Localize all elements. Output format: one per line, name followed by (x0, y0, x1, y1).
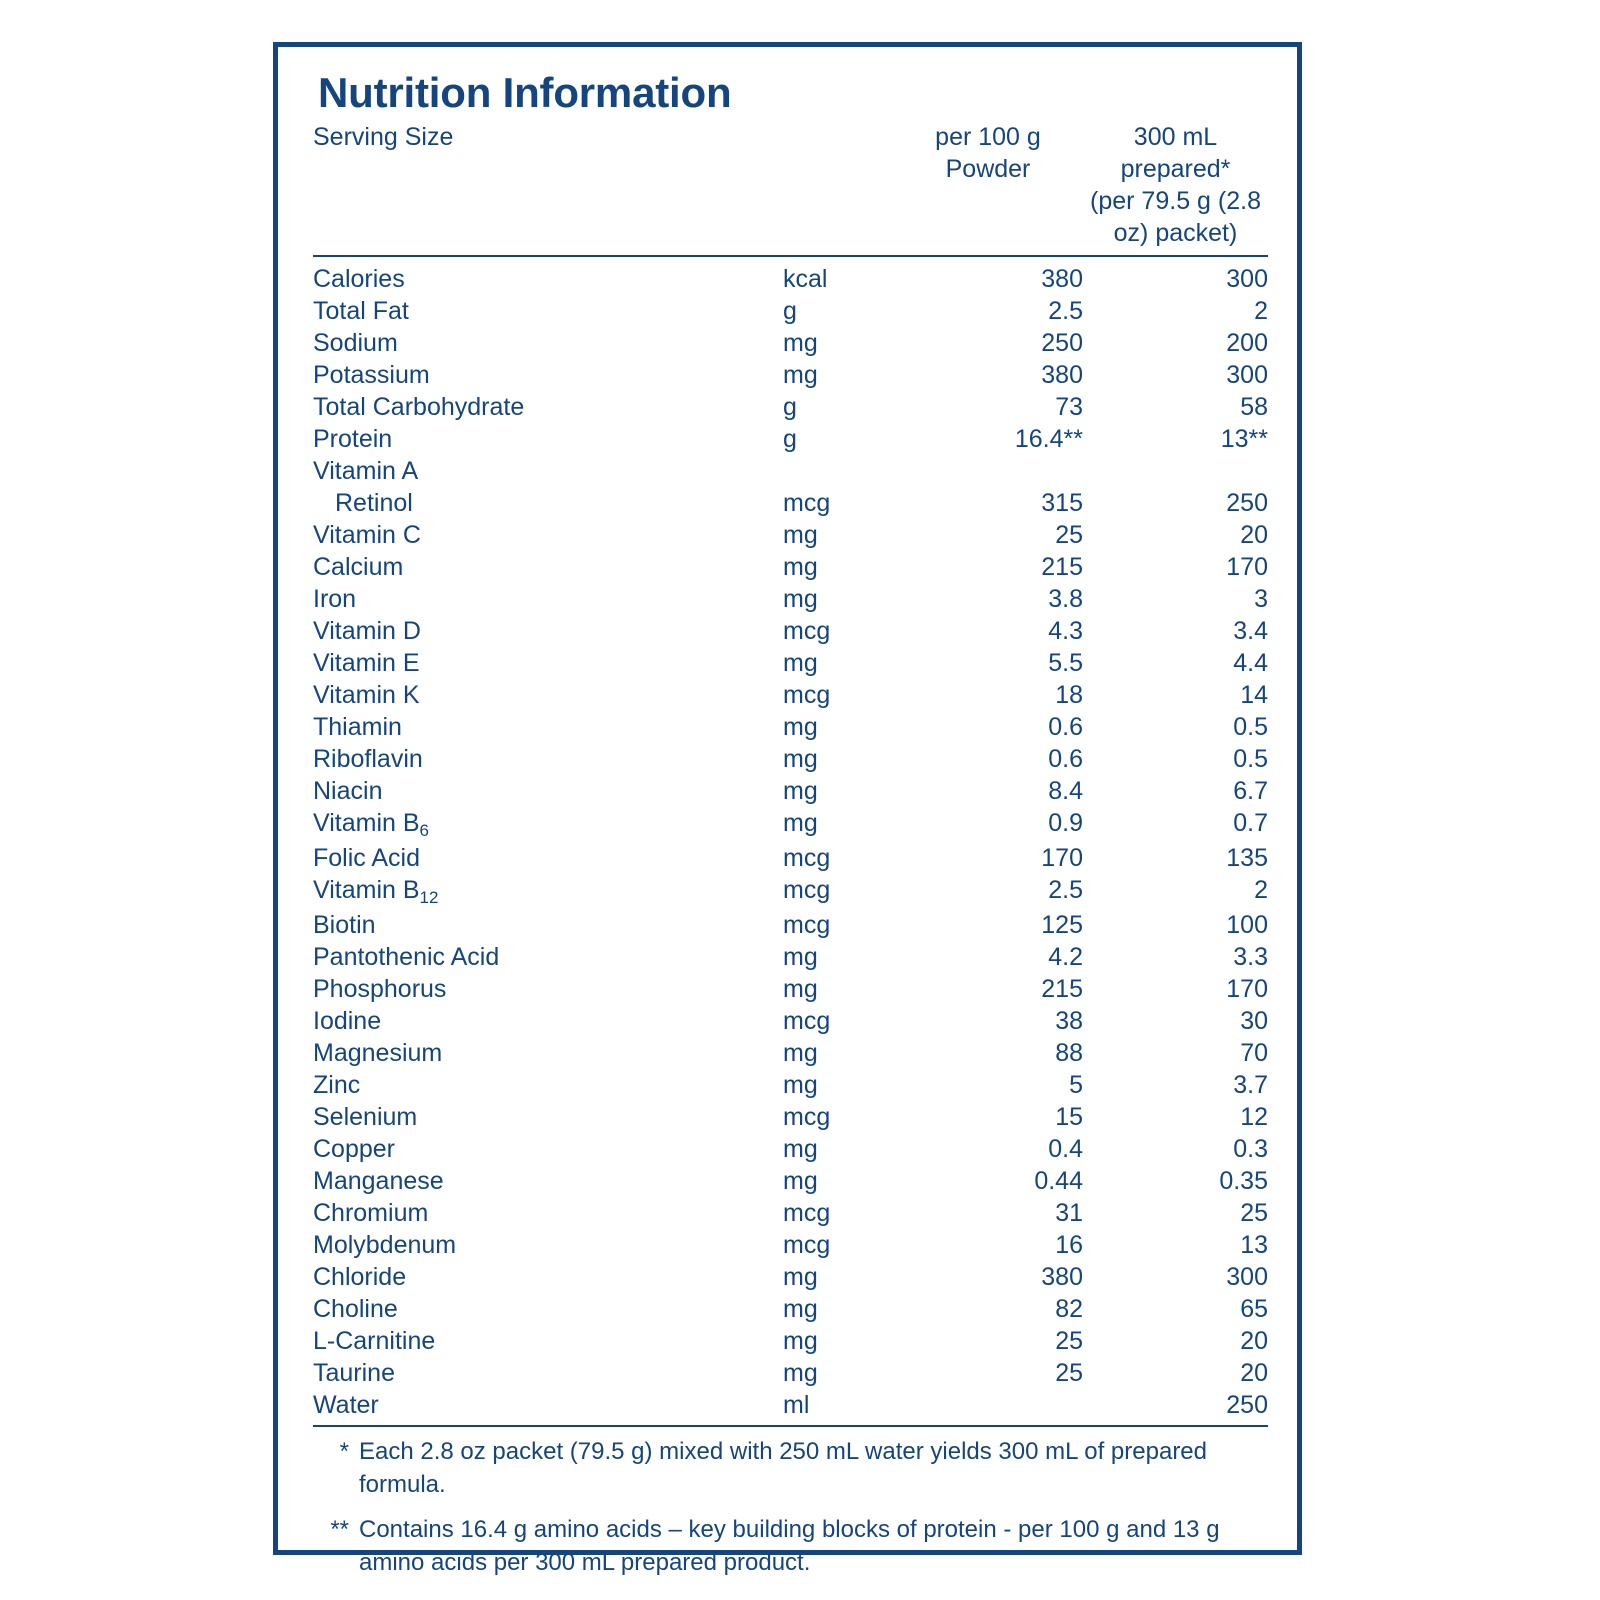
footnotes (313, 1435, 1268, 1579)
table-row (313, 1293, 1268, 1325)
nutrient-unit: mg (783, 809, 818, 838)
nutrient-unit: ml (783, 1391, 810, 1420)
table-row (313, 1197, 1268, 1229)
table-row (313, 423, 1268, 455)
table-row (313, 743, 1268, 775)
value-per-100g: 25 (1055, 1359, 1083, 1388)
nutrient-name: Total Carbohydrate (313, 393, 525, 422)
value-per-100g: 31 (1055, 1199, 1083, 1228)
footnote (313, 1513, 1268, 1579)
footnote-text: Contains 16.4 g amino acids – key building blocks of protein - per 100 g and 13 g amino acids per 300 mL prepared product. (359, 1516, 1220, 1577)
value-per-100g: 16 (1055, 1231, 1083, 1260)
value-per-100g: 38 (1055, 1007, 1083, 1036)
value-per-100g: 125 (1041, 911, 1083, 940)
nutrient-unit: mg (783, 361, 818, 390)
table-row (313, 551, 1268, 583)
nutrient-name: Selenium (313, 1103, 418, 1132)
value-prepared: 300 (1226, 361, 1268, 390)
table-row (313, 1005, 1268, 1037)
value-prepared: 70 (1240, 1039, 1268, 1068)
value-per-100g: 0.44 (1034, 1167, 1083, 1196)
value-per-100g: 8.4 (1048, 777, 1083, 806)
nutrient-unit: mcg (783, 1231, 831, 1260)
nutrient-unit (783, 455, 893, 487)
nutrient-name: Choline (313, 1295, 398, 1324)
value-per-100g: 315 (1041, 489, 1083, 518)
nutrient-unit: g (783, 297, 797, 326)
table-row (313, 1229, 1268, 1261)
value-per-100g: 0.6 (1048, 713, 1083, 742)
nutrient-name: Copper (313, 1135, 395, 1164)
nutrient-name: Chloride (313, 1263, 407, 1292)
nutrient-name: Calcium (313, 553, 404, 582)
table-row (313, 711, 1268, 743)
nutrient-name: Potassium (313, 361, 430, 390)
value-per-100g: 215 (1041, 553, 1083, 582)
table-row (313, 909, 1268, 941)
nutrient-name: Molybdenum (313, 1231, 457, 1260)
table-row (313, 874, 1268, 909)
nutrient-unit: mg (783, 329, 818, 358)
value-prepared: 0.5 (1233, 745, 1268, 774)
value-per-100g: 18 (1055, 681, 1083, 710)
column-header-prepared: 300 mL prepared* (1120, 123, 1231, 184)
nutrient-name: Manganese (313, 1167, 444, 1196)
table-row (313, 1101, 1268, 1133)
value-prepared: 100 (1226, 911, 1268, 940)
nutrient-name: Vitamin E (313, 649, 420, 678)
value-prepared: 13 (1240, 1231, 1268, 1260)
nutrient-unit: mg (783, 1071, 818, 1100)
value-per-100g: 2.5 (1048, 876, 1083, 905)
value-per-100g: 5.5 (1048, 649, 1083, 678)
table-row (313, 359, 1268, 391)
table-row (313, 1389, 1268, 1421)
value-prepared: 170 (1226, 553, 1268, 582)
nutrient-unit: mcg (783, 911, 831, 940)
value-prepared: 3.4 (1233, 617, 1268, 646)
value-prepared: 2 (1254, 876, 1268, 905)
nutrient-name: Vitamin K (313, 681, 420, 710)
value-prepared: 30 (1240, 1007, 1268, 1036)
value-prepared: 2 (1254, 297, 1268, 326)
nutrient-name: Zinc (313, 1071, 361, 1100)
nutrient-unit: mcg (783, 1103, 831, 1132)
footnote-marker: ** (330, 1516, 349, 1544)
nutrient-name: Water (313, 1391, 379, 1420)
nutrient-unit: mg (783, 1135, 818, 1164)
value-prepared: 3 (1254, 585, 1268, 614)
value-per-100g: 2.5 (1048, 297, 1083, 326)
nutrient-name: Iodine (313, 1007, 382, 1036)
nutrient-name: Folic Acid (313, 844, 420, 873)
nutrient-name: Chromium (313, 1199, 429, 1228)
value-per-100g: 3.8 (1048, 585, 1083, 614)
table-row (313, 487, 1268, 519)
value-per-100g: 380 (1041, 1263, 1083, 1292)
nutrient-name: Biotin (313, 911, 376, 940)
value-prepared: 58 (1240, 393, 1268, 422)
nutrition-information-panel (273, 42, 1302, 1577)
value-per-100g: 215 (1041, 975, 1083, 1004)
nutrient-name: Calories (313, 265, 405, 294)
value-per-100g: 16.4** (1014, 425, 1083, 454)
nutrient-unit: g (783, 393, 797, 422)
table-row (313, 1261, 1268, 1293)
footnote (313, 1435, 1268, 1501)
value-prepared: 0.35 (1219, 1167, 1268, 1196)
nutrient-unit: mcg (783, 1199, 831, 1228)
page-title: Nutrition Information (318, 69, 732, 116)
nutrition-rows-body (313, 263, 1268, 1421)
value-prepared: 20 (1240, 521, 1268, 550)
nutrient-unit: mg (783, 1327, 818, 1356)
value-prepared: 300 (1226, 1263, 1268, 1292)
value-prepared: 4.4 (1233, 649, 1268, 678)
table-subheader-row (313, 185, 1268, 249)
table-row (313, 391, 1268, 423)
nutrition-table-header-group (313, 121, 1268, 249)
nutrient-unit: mcg (783, 1007, 831, 1036)
value-per-100g: 25 (1055, 521, 1083, 550)
nutrient-unit: mg (783, 1263, 818, 1292)
nutrient-name: Phosphorus (313, 975, 447, 1004)
table-row (313, 1037, 1268, 1069)
value-per-100g: 170 (1041, 844, 1083, 873)
table-row (313, 973, 1268, 1005)
value-prepared: 200 (1226, 329, 1268, 358)
table-row (313, 583, 1268, 615)
nutrient-name: Sodium (313, 329, 398, 358)
table-header-row (313, 121, 1268, 185)
header-divider (313, 255, 1268, 257)
value-per-100g: 0.4 (1048, 1135, 1083, 1164)
value-prepared: 12 (1240, 1103, 1268, 1132)
footnote-text: Each 2.8 oz packet (79.5 g) mixed with 250 mL water yields 300 mL of prepared formula. (359, 1438, 1208, 1499)
table-row (313, 775, 1268, 807)
value-prepared: 6.7 (1233, 777, 1268, 806)
value-per-100g: 4.2 (1048, 943, 1083, 972)
nutrient-unit: mg (783, 975, 818, 1004)
nutrient-name: Magnesium (313, 1039, 443, 1068)
value-prepared: 170 (1226, 975, 1268, 1004)
nutrient-unit: mg (783, 521, 818, 550)
nutrient-unit: mcg (783, 876, 831, 905)
nutrient-name: Vitamin $B_{12}$ (313, 876, 439, 908)
value-per-100g: 73 (1055, 393, 1083, 422)
value-prepared: 20 (1240, 1359, 1268, 1388)
nutrient-name: L-Carnitine (313, 1327, 436, 1356)
value-prepared: 300 (1226, 265, 1268, 294)
nutrient-unit: mg (783, 713, 818, 742)
table-row (313, 842, 1268, 874)
value-prepared: 3.3 (1233, 943, 1268, 972)
nutrient-unit: mg (783, 553, 818, 582)
nutrition-rows-table (313, 263, 1268, 1421)
value-prepared (1083, 455, 1268, 487)
value-prepared: 20 (1240, 1327, 1268, 1356)
nutrient-name: Niacin (313, 777, 383, 806)
table-row (313, 1069, 1268, 1101)
table-row (313, 519, 1268, 551)
nutrient-name: Iron (313, 585, 357, 614)
nutrient-unit: mg (783, 585, 818, 614)
table-row (313, 615, 1268, 647)
nutrient-unit: mg (783, 777, 818, 806)
serving-size-label: Serving Size (313, 123, 454, 152)
table-row (313, 455, 1268, 487)
value-per-100g: 380 (1041, 265, 1083, 294)
table-row (313, 941, 1268, 973)
nutrition-table (313, 121, 1268, 249)
nutrient-unit: mcg (783, 489, 831, 518)
footnote-marker: * (339, 1438, 349, 1466)
nutrient-unit: mg (783, 649, 818, 678)
value-prepared: 25 (1240, 1199, 1268, 1228)
table-row (313, 1133, 1268, 1165)
nutrient-unit: mg (783, 745, 818, 774)
nutrient-name: Vitamin C (313, 521, 421, 550)
value-prepared: 13** (1220, 425, 1268, 454)
value-per-100g: 15 (1055, 1103, 1083, 1132)
value-prepared: 250 (1226, 489, 1268, 518)
value-per-100g: 380 (1041, 361, 1083, 390)
value-per-100g (893, 455, 1083, 487)
nutrient-name: Total Fat (313, 297, 409, 326)
nutrient-name: Riboflavin (313, 745, 423, 774)
nutrient-unit: mg (783, 1295, 818, 1324)
value-prepared: 250 (1226, 1391, 1268, 1420)
nutrient-unit: mcg (783, 681, 831, 710)
nutrient-name: Vitamin A (313, 457, 419, 486)
nutrient-unit: mg (783, 1039, 818, 1068)
table-row (313, 647, 1268, 679)
nutrient-name: Taurine (313, 1359, 395, 1388)
value-per-100g: 4.3 (1048, 617, 1083, 646)
nutrient-unit: g (783, 425, 797, 454)
value-prepared: 65 (1240, 1295, 1268, 1324)
nutrient-name: Retinol (335, 489, 413, 518)
value-prepared: 0.5 (1233, 713, 1268, 742)
nutrient-unit: mg (783, 1359, 818, 1388)
nutrient-name: Vitamin D (313, 617, 421, 646)
table-row (313, 327, 1268, 359)
table-row (313, 263, 1268, 295)
value-per-100g: 25 (1055, 1327, 1083, 1356)
nutrient-name: Pantothenic Acid (313, 943, 500, 972)
value-per-100g: 5 (1069, 1071, 1083, 1100)
table-row (313, 807, 1268, 842)
nutrient-unit: mcg (783, 844, 831, 873)
table-row (313, 295, 1268, 327)
value-prepared: 14 (1240, 681, 1268, 710)
value-per-100g: 0.6 (1048, 745, 1083, 774)
nutrient-unit: mg (783, 943, 818, 972)
nutrient-name: Vitamin $B_6$ (313, 809, 429, 841)
nutrient-unit: mcg (783, 617, 831, 646)
table-row (313, 1357, 1268, 1389)
nutrient-unit: kcal (783, 265, 828, 294)
nutrient-name: Protein (313, 425, 393, 454)
value-per-100g: 82 (1055, 1295, 1083, 1324)
value-per-100g: 250 (1041, 329, 1083, 358)
value-per-100g (893, 1389, 1083, 1421)
panel-inner (313, 69, 1268, 1591)
value-prepared: 3.7 (1233, 1071, 1268, 1100)
value-prepared: 135 (1226, 844, 1268, 873)
table-row (313, 1325, 1268, 1357)
footer-divider (313, 1425, 1268, 1427)
nutrient-name: Thiamin (313, 713, 402, 742)
table-row (313, 1165, 1268, 1197)
value-per-100g: 0.9 (1048, 809, 1083, 838)
column-header-per-100g: per 100 g Powder (935, 123, 1041, 184)
table-row (313, 679, 1268, 711)
value-prepared: 0.7 (1233, 809, 1268, 838)
nutrient-unit: mg (783, 1167, 818, 1196)
value-prepared: 0.3 (1233, 1135, 1268, 1164)
value-per-100g: 88 (1055, 1039, 1083, 1068)
column-header-prepared-sub: (per 79.5 g (2.8 oz) packet) (1090, 187, 1261, 248)
